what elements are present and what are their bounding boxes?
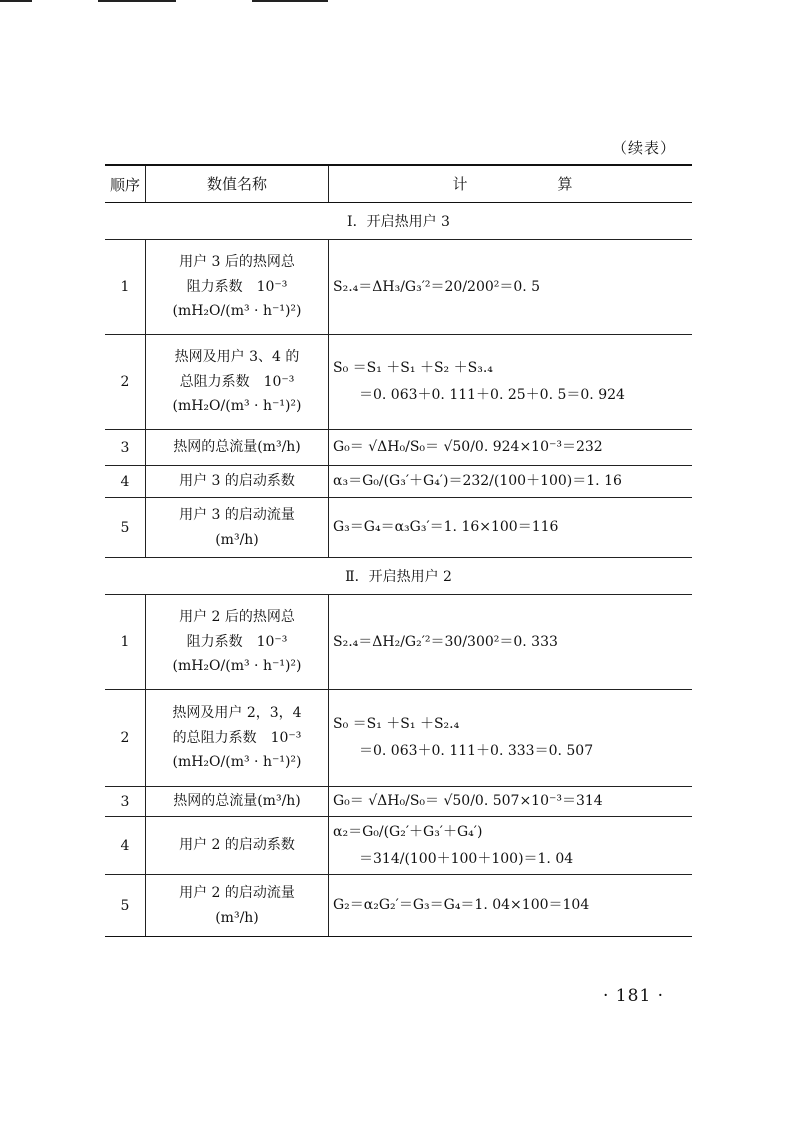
row-name: [146, 875, 329, 937]
top-rule-left: [0, 0, 32, 2]
formula-line: G₃＝G₄＝α₃G₃′＝1. 16×100＝116: [333, 519, 559, 536]
table-row: [105, 430, 692, 466]
row-name: [146, 817, 329, 875]
row-number: 3: [105, 430, 146, 466]
row-name: [146, 240, 329, 335]
continued-label: （续表）: [612, 139, 677, 157]
calculation-table: [105, 164, 692, 937]
row-number: 1: [105, 595, 146, 690]
formula-line: α₂＝G₀/(G₂′＋G₃′＋G₄′): [333, 823, 483, 840]
section-title: Ⅰ．开启热用户 3: [105, 203, 692, 240]
row-name-line: 用户 2 后的热网总: [179, 609, 295, 626]
formula-line: α₃＝G₀/(G₃′＋G₄′)＝232/(100＋100)＝1. 16: [333, 473, 622, 490]
row-name-line: 热网的总流量(m³/h): [173, 439, 301, 456]
formula-line: ＝0. 063＋0. 111＋0. 25＋0. 5＝0. 924: [359, 387, 625, 403]
formula-line: S₀ ＝S₁ ＋S₁ ＋S₂.₄: [333, 716, 460, 733]
row-name: [146, 498, 329, 558]
table-row: [105, 335, 692, 430]
row-name: [146, 595, 329, 690]
row-calc: [329, 787, 693, 817]
row-calc: [329, 498, 693, 558]
formula-line: G₂＝α₂G₂′＝G₃＝G₄＝1. 04×100＝104: [333, 897, 590, 914]
table-header-row: [105, 165, 692, 203]
top-rule-mid: [98, 0, 176, 2]
header-name: 数值名称: [146, 165, 329, 203]
formula-line: S₂.₄＝ΔH₂/G₂′²＝30/300²＝0. 333: [333, 633, 558, 650]
table-row: [105, 240, 692, 335]
row-name-line: 热网及用户 2，3，4: [172, 705, 302, 722]
row-name-line: (m³/h): [215, 531, 259, 548]
row-calc: [329, 335, 693, 430]
row-name: [146, 690, 329, 787]
table-row: [105, 817, 692, 875]
formula-line: S₂.₄＝ΔH₃/G₃′²＝20/200²＝0. 5: [333, 278, 541, 295]
row-number: 4: [105, 466, 146, 498]
row-calc: [329, 817, 693, 875]
row-name-line: 用户 3 的启动系数: [179, 473, 295, 490]
header-seq: 顺序: [105, 165, 146, 203]
formula-line: G₀＝ √ΔH₀/S₀＝ √50/0. 507×10⁻³＝314: [333, 793, 603, 810]
table-row: [105, 498, 692, 558]
row-name: [146, 335, 329, 430]
row-number: 5: [105, 498, 146, 558]
table-row: [105, 595, 692, 690]
row-name-line: 总阻力系数 10⁻³: [179, 373, 295, 390]
row-name-line: (mH₂O/(m³ · h⁻¹)²): [172, 398, 302, 415]
page-number: · 181 ·: [603, 986, 665, 1006]
row-number: 2: [105, 690, 146, 787]
row-calc: [329, 240, 693, 335]
row-name-line: 阻力系数 10⁻³: [186, 633, 288, 650]
row-name-line: 阻力系数 10⁻³: [186, 278, 288, 295]
section-title-row: [105, 558, 692, 595]
row-number: 3: [105, 787, 146, 817]
row-name-line: (m³/h): [215, 909, 259, 926]
row-number: 1: [105, 240, 146, 335]
table-row: [105, 690, 692, 787]
header-calc: 计 算: [329, 165, 693, 203]
row-name-line: 热网及用户 3、4 的: [174, 349, 300, 366]
row-name-line: 用户 2 的启动系数: [179, 837, 295, 854]
row-name-line: 用户 3 后的热网总: [179, 254, 295, 271]
row-calc: [329, 430, 693, 466]
formula-line: ＝314/(100＋100＋100)＝1. 04: [359, 850, 574, 867]
row-calc: [329, 595, 693, 690]
table-row: [105, 787, 692, 817]
formula-line: G₀＝ √ΔH₀/S₀＝ √50/0. 924×10⁻³＝232: [333, 439, 603, 456]
row-calc: [329, 875, 693, 937]
row-calc: [329, 690, 693, 787]
row-name: [146, 466, 329, 498]
section-title: Ⅱ．开启热用户 2: [105, 558, 692, 595]
row-name-line: (mH₂O/(m³ · h⁻¹)²): [172, 303, 302, 320]
row-number: 5: [105, 875, 146, 937]
table-row: [105, 875, 692, 937]
row-name: [146, 430, 329, 466]
row-name-line: 热网的总流量(m³/h): [173, 793, 301, 810]
row-name-line: 用户 2 的启动流量: [179, 885, 295, 901]
row-name-line: (mH₂O/(m³ · h⁻¹)²): [172, 754, 302, 771]
table-row: [105, 466, 692, 498]
row-name-line: 的总阻力系数 10⁻³: [172, 729, 302, 746]
row-name-line: 用户 3 的启动流量: [179, 507, 295, 523]
row-name: [146, 787, 329, 817]
formula-line: S₀ ＝S₁ ＋S₁ ＋S₂ ＋S₃.₄: [333, 360, 493, 377]
row-name-line: (mH₂O/(m³ · h⁻¹)²): [172, 658, 302, 675]
row-number: 4: [105, 817, 146, 875]
formula-line: ＝0. 063＋0. 111＋0. 333＝0. 507: [359, 743, 594, 759]
row-number: 2: [105, 335, 146, 430]
top-rule-right: [252, 0, 328, 2]
section-title-row: [105, 203, 692, 240]
row-calc: [329, 466, 693, 498]
